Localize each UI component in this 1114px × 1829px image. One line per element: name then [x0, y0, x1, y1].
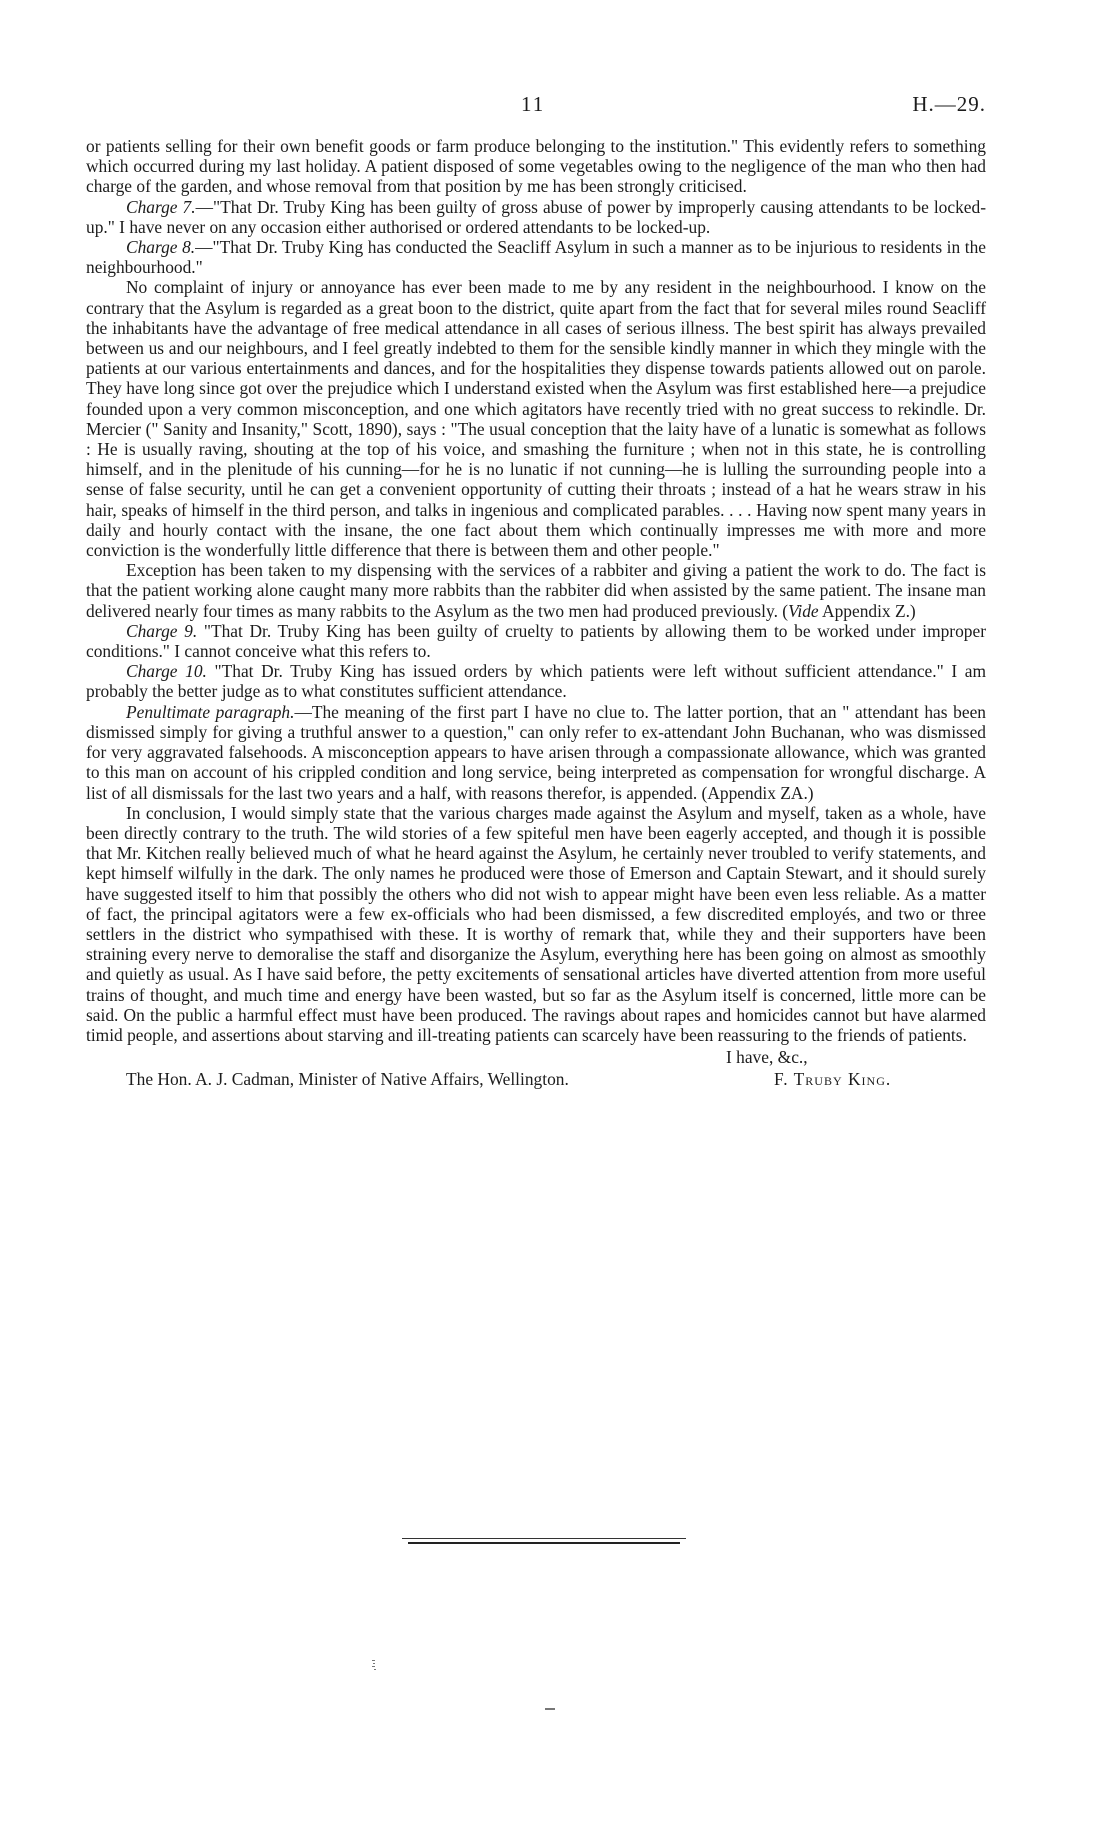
text-run: Exception has been taken to my dispensing with the services of a rabbiter and giving a patient the work to do. The fact is that the patient working alone caught many more rabbits than the rabbiter did when assisted by the same patient. The insane man delivered nearly four times as many rabbits to the Asylum as the two men had produced previously. ( — [86, 560, 986, 621]
closing-line: I have, &c., — [726, 1047, 808, 1068]
document-code: H.—29. — [912, 92, 986, 116]
page-number: 11 — [521, 92, 546, 116]
italic-run: Vide — [788, 600, 819, 621]
text-run: —"That Dr. Truby King has been guilty of gross abuse of power by improperly causing attendants to be locked-up." I have never on any occasion either authorised or ordered attendants to be locked-up. — [86, 196, 986, 237]
text-run: No complaint of injury or annoyance has ever been made to me by any resident in the neighbourhood. I know on the contrary that the Asylum is regarded as a great boon to the district, quite apart from the fact that for several miles round Seacliff the inhabitants have the advantage of free medical attendance in all cases of serious illness. The best spirit has always prevailed between us and our neighbours, and I feel greatly indebted to them for the sensible kindly manner in which they mingle with the patients at our various entertainments and dances, and for the hospitalities they dispense towards patients allowed out on parole. They have long since got over the prejudice which I understand existed when the Asylum was first established here—a prejudice founded upon a very common misconception, and one which agitators have recently tried with no great success to rekindle. Dr. Mercier (" Sanity and Insanity," Scott, 1890), says : "The usual conception that the laity have of a lunatic is somewhat as follows : He is usually raving, shouting at the top of his voice, and smashing the furniture ; when not in this state, he is controlling himself, and in the plenitude of his cunning—for he is no lunatic if not cunning—he is lulling the surrounding people into a sense of false security, until he can get a convenient opportunity of cutting their throats ; instead of a hat he wears straw in his hair, speaks of himself in the third person, and talks in ingenious and complicated parables. . . . Having now spent many years in daily and hourly contact with the insane, the one fact about them which continually impresses me with more and more conviction is the wonderfully little difference that there is between them and other people." — [86, 277, 986, 561]
addressee-line: The Hon. A. J. Cadman, Minister of Native Affairs, Wellington. — [126, 1069, 569, 1090]
text-run: —The meaning of the first part I have no clue to. The latter portion, that an " attendant has been dismissed simply for giving a truthful answer to a question," can only refer to ex-attendant John Buchanan, who was dismissed for very aggravated falsehoods. A misconception appears to have arisen through a compassionate allowance, which was granted to this man on account of his crippled condition and long service, being interpreted as compensation for wrongful discharge. A list of all dismissals for the last two years and a half, with reasons therefor, is appended. (Appendix ZA.) — [86, 701, 986, 803]
text-run: or patients selling for their own benefit goods or farm produce belonging to the institution." This evidently refers to something which occurred during my last holiday. A patient disposed of some vegetables owing to the negligence of the man who then had charge of the garden, and whose removal from that position by me has been strongly criticised. — [86, 136, 986, 197]
text-run: Appendix Z.) — [818, 600, 916, 621]
italic-run: Penultimate paragraph. — [126, 701, 295, 722]
text-run: —"That Dr. Truby King has conducted the Seacliff Asylum in such a manner as to be injurious to residents in the neighbourhood." — [86, 237, 986, 278]
italic-run: Charge 7. — [126, 196, 196, 217]
text-run: "That Dr. Truby King has been guilty of cruelty to patients by allowing them to be worked under improper conditions." I cannot conceive what this refers to. — [86, 620, 986, 662]
italic-run: Charge 9. — [126, 620, 198, 641]
signature: F. Truby King. — [774, 1069, 892, 1090]
italic-run: Charge 10. — [126, 661, 207, 682]
text-run: In conclusion, I would simply state that the various charges made against the Asylum and myself, taken as a whole, have been directly contrary to the truth. The wild stories of a few spiteful men have been eagerly accepted, and though it is possible that Mr. Kitchen really believed much of what he heard against the Asylum, he certainly never troubled to verify statements, and kept himself wilfully in the dark. The only names he produced were those of Emerson and Captain Stewart, and it should surely have suggested itself to him that possibly the others who did not wish to appear might have been even less reliable. As a matter of fact, the principal agitators were a few ex-officials who had been dismissed, a few discredited employés, and two or three settlers in the district who sympathised with these. It is worthy of remark that, while they and their supporters have been straining every nerve to demoralise the staff and disorganize the Asylum, everything here has been going on almost as smoothly and quietly as usual. As I have said before, the petty excitements of sensational articles have diverted attention from more useful trains of thought, and much time and energy have been wasted, but so far as the Asylum itself is concerned, little more can be said. On the public a harmful effect must have been produced. The ravings about rapes and homicides cannot but have alarmed timid people, and assertions about starving and ill-treating patients can scarcely have been reassuring to the friends of patients. — [86, 802, 986, 1045]
italic-run: Charge 8. — [126, 237, 196, 258]
text-run: "That Dr. Truby King has issued orders by which patients were left without sufficient attendance." I am probably the better judge as to what constitutes sufficient attendance. — [86, 661, 987, 702]
